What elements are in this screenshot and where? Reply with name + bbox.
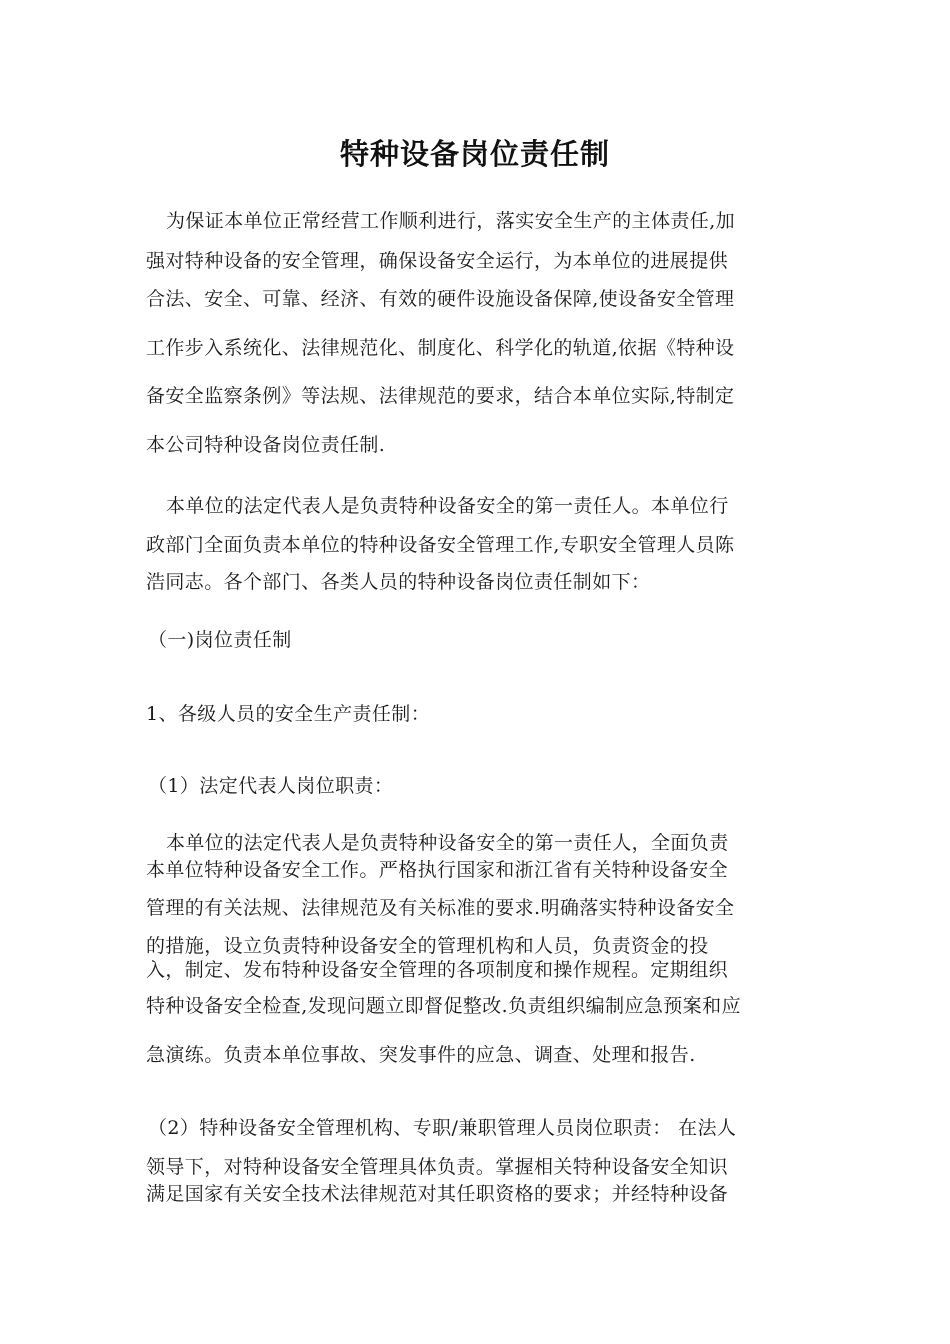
paragraph-3-line-4: 的措施，设立负责特种设备安全的管理机构和人员，负责资金的投	[146, 935, 709, 957]
paragraph-3-line-3: 管理的有关法规、法律规范及有关标准的要求.明确落实特种设备安全	[146, 897, 735, 919]
paragraph-3-line-6: 特种设备安全检查,发现问题立即督促整改.负责组织编制应急预案和应	[146, 995, 741, 1017]
subsection-heading: （1）法定代表人岗位职责：	[148, 775, 394, 797]
paragraph-3-line-7: 急演练。负责本单位事故、突发事件的应急、调查、处理和报告.	[146, 1044, 696, 1066]
paragraph-3-line-5: 入，制定、发布特种设备安全管理的各项制度和操作规程。定期组织	[146, 959, 729, 981]
item-heading: 1、各级人员的安全生产责任制：	[146, 703, 431, 725]
section-heading: （一)岗位责任制	[148, 629, 292, 651]
paragraph-4-line-3: 满足国家有关安全技术法律规范对其任职资格的要求；并经特种设备	[146, 1183, 729, 1205]
paragraph-1-line-2: 强对特种设备的安全管理，确保设备安全运行，为本单位的进展提供	[146, 250, 729, 272]
paragraph-2-line-1: 本单位的法定代表人是负责特种设备安全的第一责任人。本单位行	[166, 495, 729, 517]
paragraph-1-line-5: 备安全监察条例》等法规、法律规范的要求，结合本单位实际,特制定	[146, 385, 735, 407]
paragraph-1-line-6: 本公司特种设备岗位责任制.	[146, 434, 386, 456]
paragraph-1-line-4: 工作步入系统化、法律规范化、制度化、科学化的轨道,依据《特种设	[146, 337, 735, 359]
paragraph-4-line-1: （2）特种设备安全管理机构、专职/兼职管理人员岗位职责： 在法人	[148, 1117, 737, 1139]
paragraph-1-line-3: 合法、安全、可靠、经济、有效的硬件设施设备保障,使设备安全管理	[146, 288, 735, 310]
paragraph-3-line-1: 本单位的法定代表人是负责特种设备安全的第一责任人，全面负责	[166, 832, 729, 854]
paragraph-3-line-2: 本单位特种设备安全工作。严格执行国家和浙江省有关特种设备安全	[146, 859, 729, 881]
paragraph-4-line-2: 领导下，对特种设备安全管理具体负责。掌握相关特种设备安全知识	[146, 1156, 729, 1178]
paragraph-2-line-3: 浩同志。各个部门、各类人员的特种设备岗位责任制如下：	[146, 571, 651, 593]
document-title: 特种设备岗位责任制	[339, 137, 610, 171]
paragraph-2-line-2: 政部门全面负责本单位的特种设备安全管理工作,专职安全管理人员陈	[146, 534, 735, 556]
paragraph-1-line-1: 为保证本单位正常经营工作顺利进行，落实安全生产的主体责任,加	[166, 210, 736, 232]
